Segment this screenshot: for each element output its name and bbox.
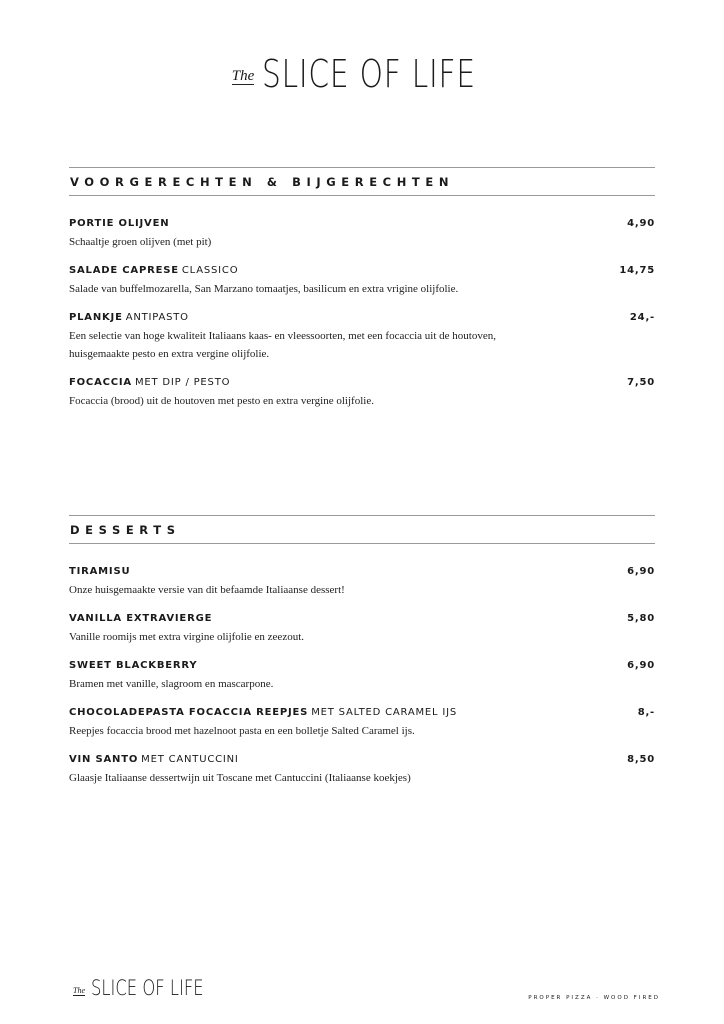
section-title: VOORGERECHTEN & BIJGERECHTEN <box>70 174 455 189</box>
item-price: 8,- <box>637 707 655 718</box>
item-description: Onze huisgemaakte versie van dit befaamde Italiaanse dessert! <box>69 584 345 596</box>
item-name: PORTIE OLIJVEN <box>69 218 170 229</box>
footer-logo <box>73 978 221 999</box>
item-description: Een selectie van hoge kwaliteit Italiaans kaas- en vleessoorten, met een focaccia uit de houtoven, huisgemaakte pesto en extra vergine olijfolie. <box>69 330 496 360</box>
menu-item <box>69 307 655 363</box>
menu-items <box>69 213 655 410</box>
item-price: 24,- <box>629 312 655 323</box>
item-sub: MET DIP / PESTO <box>134 377 231 388</box>
item-name: SALADE CAPRESE <box>69 265 179 276</box>
header-logo <box>0 52 724 96</box>
menu-item <box>69 749 655 787</box>
item-sub: MET SALTED CARAMEL IJS <box>311 707 458 718</box>
section-title: DESSERTS <box>70 522 181 537</box>
item-name: CHOCOLADEPASTA FOCACCIA REEPJES <box>69 707 309 718</box>
section-voorgerechten <box>69 167 655 419</box>
item-price: 5,80 <box>627 613 655 624</box>
item-description: Reepjes focaccia brood met hazelnoot pasta en een bolletje Salted Caramel ijs. <box>69 725 415 737</box>
menu-item <box>69 260 655 298</box>
menu-item <box>69 702 655 740</box>
section-desserts <box>69 515 655 796</box>
item-description: Focaccia (brood) uit de houtoven met pesto en extra vergine olijfolie. <box>69 395 374 407</box>
item-sub: MET CANTUCCINI <box>141 754 239 765</box>
item-price: 8,50 <box>627 754 655 765</box>
footer-tagline: PROPER PIZZA · WOOD FIRED <box>528 995 660 1001</box>
menu-item <box>69 655 655 693</box>
item-sub: CLASSICO <box>181 265 239 276</box>
menu-item <box>69 213 655 251</box>
logo-prefix: The <box>231 68 255 84</box>
item-description: Salade van buffelmozarella, San Marzano tomaatjes, basilicum en extra vrigine olijfolie. <box>69 283 459 295</box>
item-name: TIRAMISU <box>69 566 131 577</box>
menu-items <box>69 561 655 787</box>
item-price: 6,90 <box>627 566 655 577</box>
item-name: VANILLA EXTRAVIERGE <box>69 613 213 624</box>
item-description: Bramen met vanille, slagroom en mascarpone. <box>69 678 274 690</box>
item-name: VIN SANTO <box>69 754 139 765</box>
footer-logo-prefix: The <box>73 986 85 995</box>
item-price: 4,90 <box>627 218 655 229</box>
menu-item <box>69 561 655 599</box>
section-header <box>69 167 655 196</box>
item-name: SWEET BLACKBERRY <box>69 660 198 671</box>
item-name: PLANKJE <box>69 312 123 323</box>
item-name: FOCACCIA <box>69 377 132 388</box>
menu-item <box>69 372 655 410</box>
item-price: 7,50 <box>627 377 655 388</box>
logo-name: SLICE OF LIFE <box>262 52 477 96</box>
menu-item <box>69 608 655 646</box>
item-description: Schaaltje groen olijven (met pit) <box>69 236 212 248</box>
item-description: Glaasje Italiaanse dessertwijn uit Toscane met Cantuccini (Italiaanse koekjes) <box>69 772 411 784</box>
item-price: 6,90 <box>627 660 655 671</box>
section-header <box>69 515 655 544</box>
item-sub: ANTIPASTO <box>125 312 189 323</box>
item-price: 14,75 <box>619 265 655 276</box>
footer-logo-name: SLICE OF LIFE <box>91 976 204 1000</box>
item-description: Vanille roomijs met extra virgine olijfolie en zeezout. <box>69 631 305 643</box>
